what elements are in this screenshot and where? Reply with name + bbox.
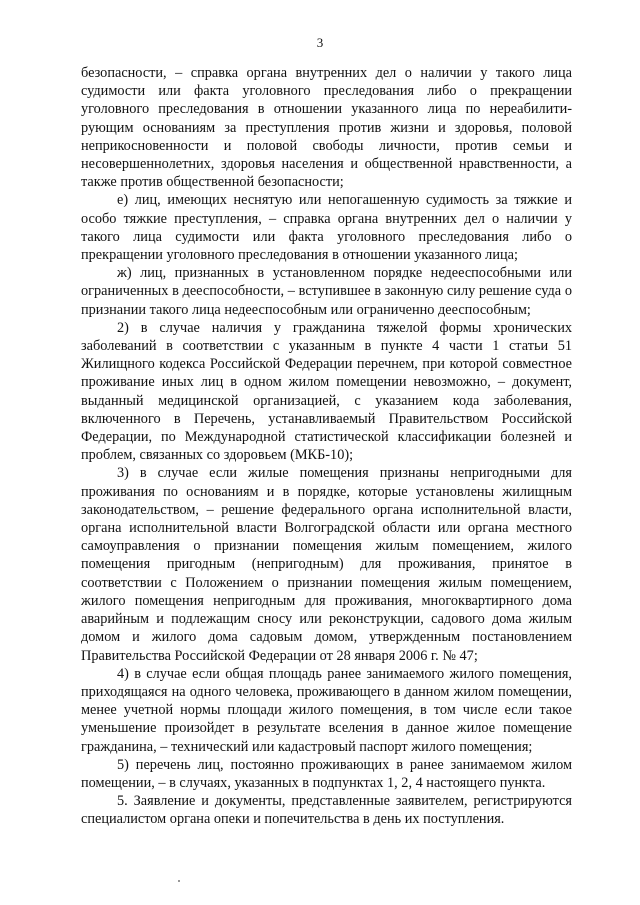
paragraph-subitem-e: е) лиц, имеющих неснятую или непогашенную судимость за тяжкие и особо тяжкие преступления, – справка органа внутренних дел о наличии у такого лица судимости или факта уголовного преследования либо о прекращении уголовного преследования в отношении указанного лица;	[81, 192, 572, 264]
paragraph-item-5: 5) перечень лиц, постоянно проживающих в ранее занимаемом жилом помещении, – в случаях, указанных в подпунктах 1, 2, 4 настоящего пункта.	[81, 756, 572, 791]
paragraph-continuation: безопасности, – справка органа внутренних дел о наличии у такого лица судимости или факта уголовного преследования либо о прекращении уголовного преследования в отношении указанного лица по нереабилитирующим основаниям за преступления против жизни и здоровья, половой неприкосновенности и половой свободы личности, против семьи и несовершеннолетних, здоровья населения и общественной нравственности, а также против общественной безопасности;	[81, 65, 572, 191]
paragraph-item-3: 3) в случае если жилые помещения признаны непригодными для проживания по основаниям и в порядке, которые установлены жилищным законодательством, – решение федерального органа исполнительной власти, органа исполнительной власти Волгоградской области или органа местного самоуправления о признании помещения жилым помещением, жилого помещения пригодным (непригодным) для проживания, принятое в соответствии с Положением о признании помещения жилым помещением, жилого помещения непригодным для проживания, многоквартирного дома аварийным и подлежащим сносу или реконструкции, садового дома жилым домом и жилого дома садовым домом, утвержденным постановлением Правительства Российской Федерации от 28 января 2006 г. № 47;	[81, 465, 572, 664]
paragraph-item-4: 4) в случае если общая площадь ранее занимаемого жилого помещения, приходящаяся на одного человека, проживающего в данном жилом помещении, менее учетной нормы площади жилого помещения, в том числе если такое уменьшение произойдет в результате вселения в данное жилое помещение гражданина, – технический или кадастровый паспорт жилого помещения;	[81, 665, 572, 755]
document-body	[81, 64, 572, 829]
paragraph-item-2: 2) в случае наличия у гражданина тяжелой формы хронических заболеваний в соответствии с указанным в пункте 4 части 1 статьи 51 Жилищного кодекса Российской Федерации перечнем, при которой совместное проживание иных лиц в одном жилом помещении невозможно, – документ, выданный медицинской организацией, с указанием кода заболевания, включенного в Перечень, устанавливаемый Правительством Российской Федерации, по Международной статистической классификации болезней и проблем, связанных со здоровьем (МКБ-10);	[81, 319, 572, 464]
paragraph-subitem-zh: ж) лиц, признанных в установленном порядке недееспособными или ограниченных в дееспособности, – вступившее в законную силу решение суда о признании такого лица недееспособным или ограниченно дееспособным;	[81, 265, 572, 318]
scan-speck	[178, 880, 180, 882]
paragraph-clause-5: 5. Заявление и документы, представленные заявителем, регистрируются специалистом органа опеки и попечительства в день их поступления.	[81, 793, 572, 828]
page-number: 3	[316, 35, 324, 50]
